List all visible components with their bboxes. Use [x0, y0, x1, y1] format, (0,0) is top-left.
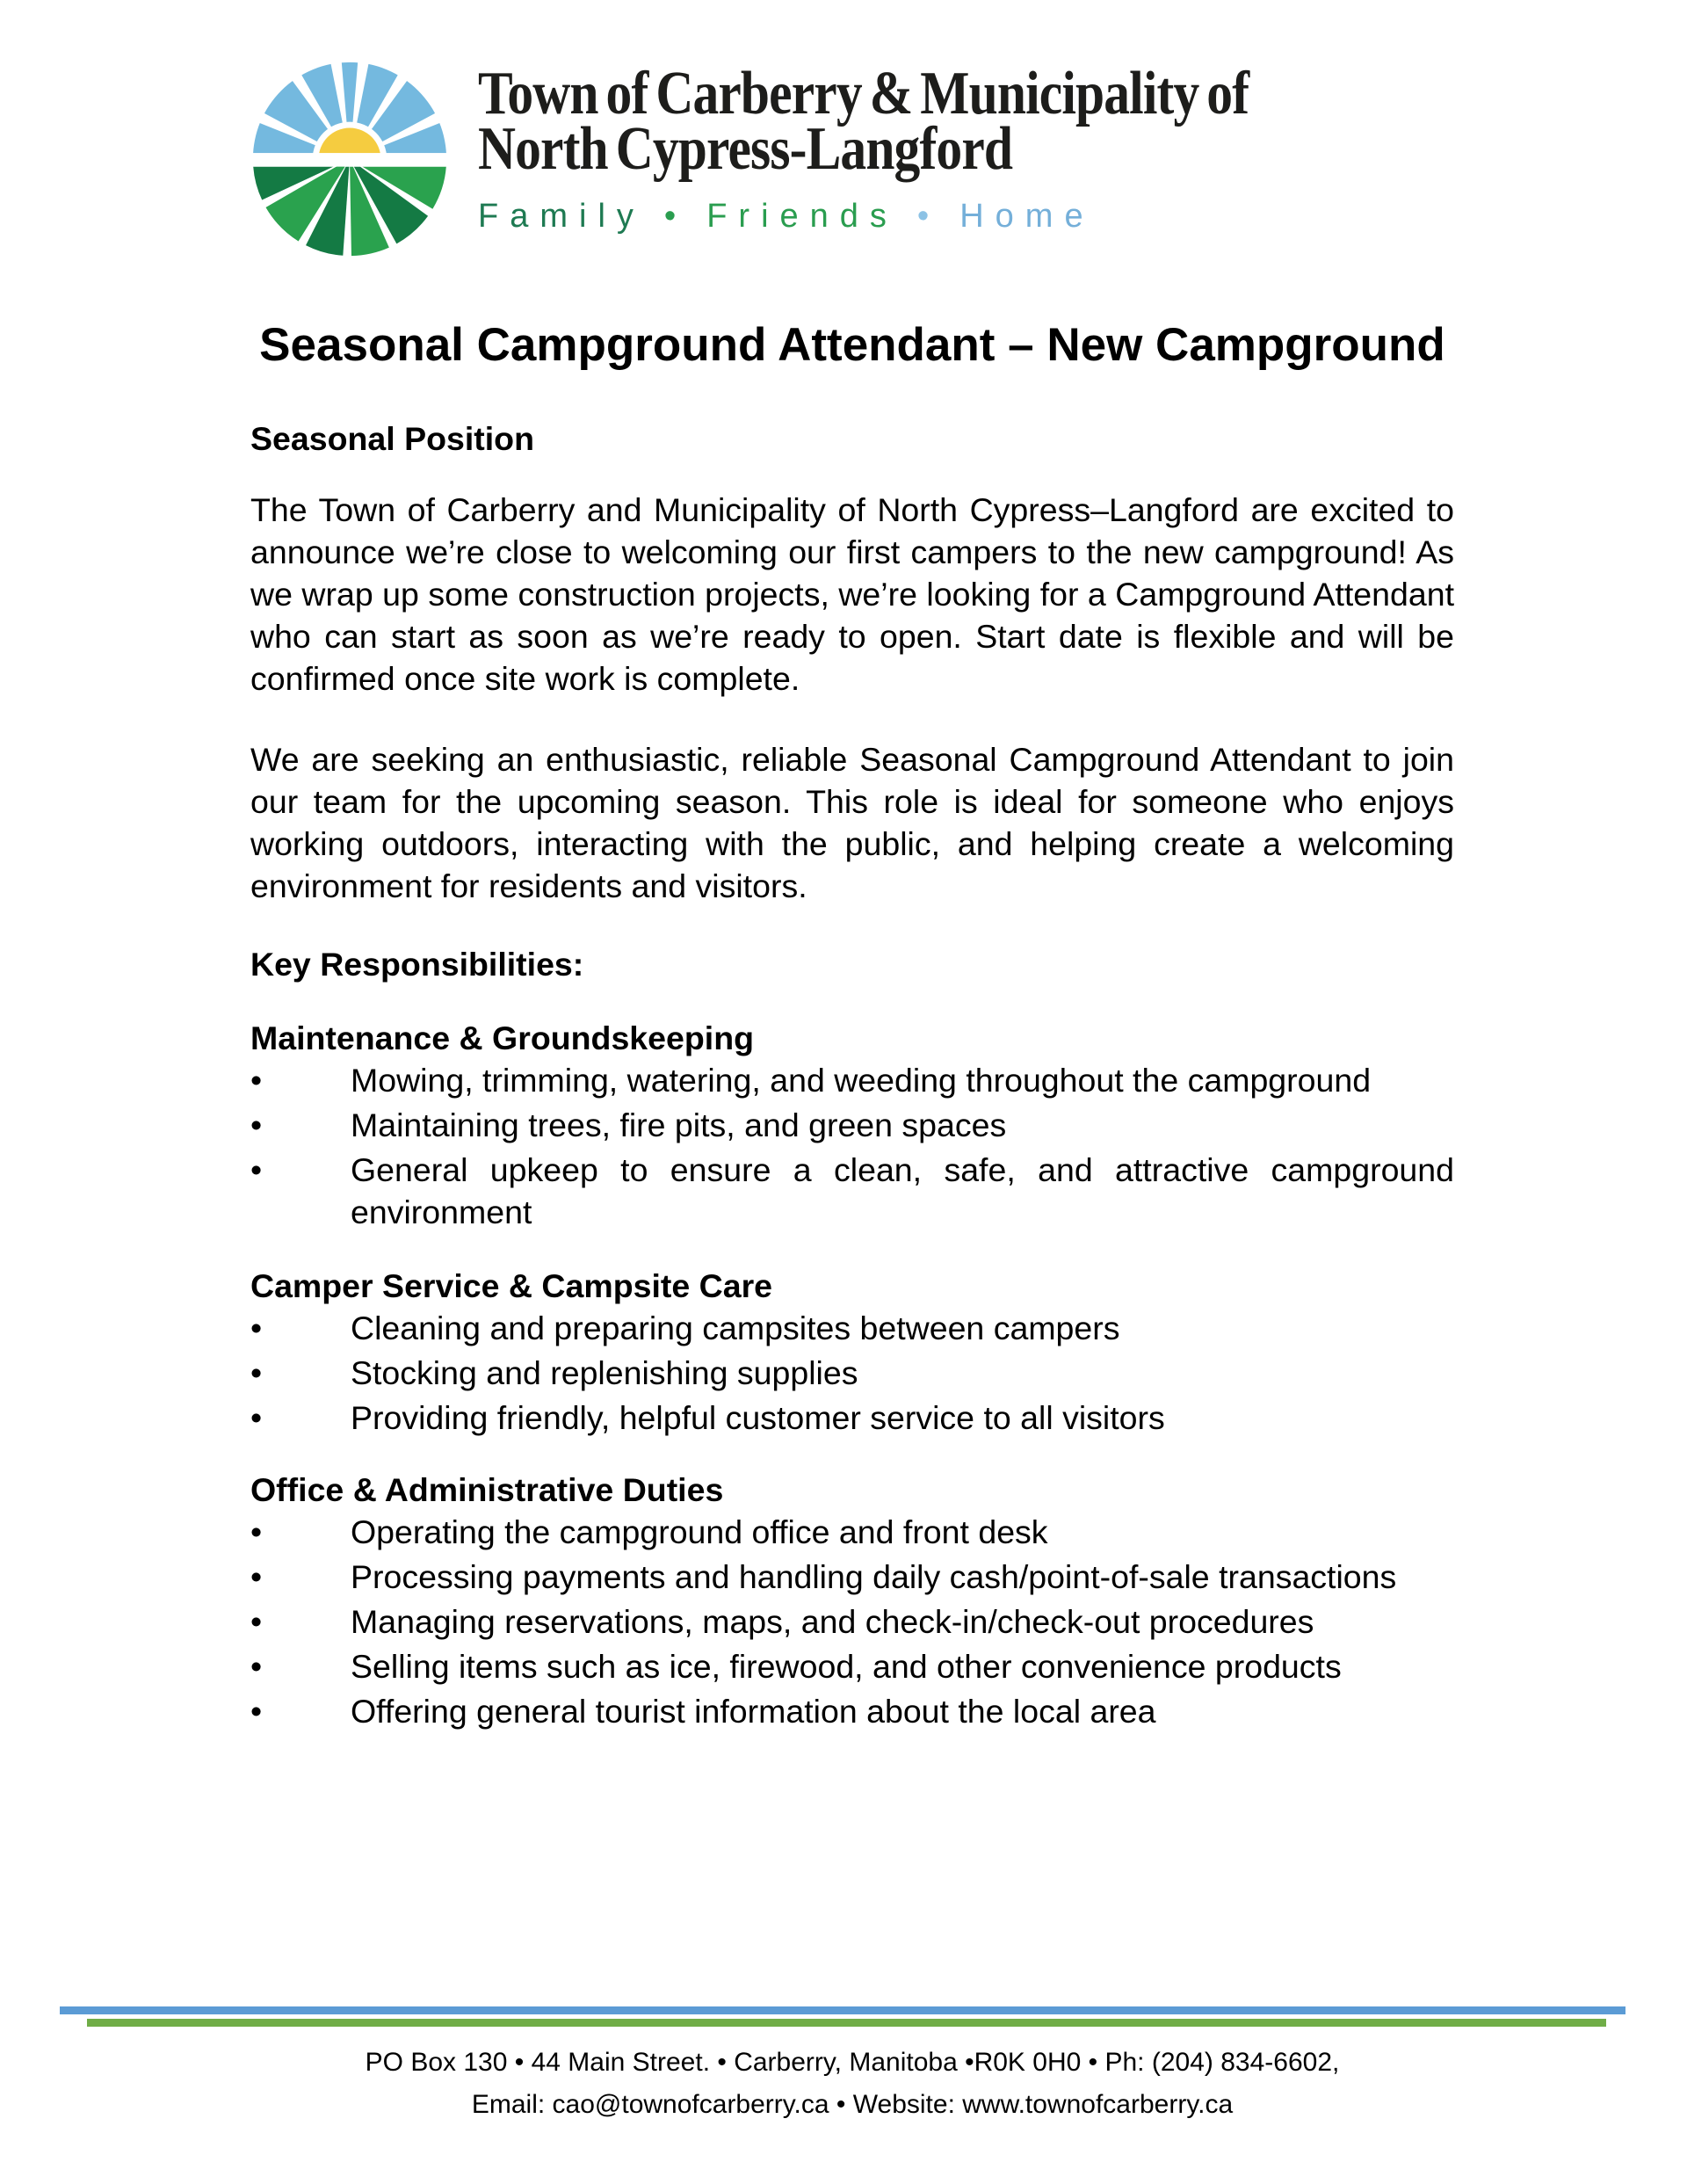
list-item: • Mowing, trimming, watering, and weeding throughout the campground [250, 1059, 1454, 1101]
list-item: • Maintaining trees, fire pits, and green spaces [250, 1104, 1454, 1146]
footer-address-line: PO Box 130 • 44 Main Street. • Carberry, Manitoba •R0K 0H0 • Ph: (204) 834-6602, [365, 2048, 1340, 2077]
tagline-dot-1: • [663, 198, 688, 235]
org-name-line2: North Cypress-Langford [478, 115, 1013, 183]
list-item: • Operating the campground office and front desk [250, 1511, 1454, 1553]
list-item: • Offering general tourist information about the local area [250, 1690, 1454, 1732]
maintenance-bullet-list [250, 1059, 1454, 1233]
brand-lockup [246, 53, 1385, 260]
heading-office-admin: Office & Administrative Duties [250, 1471, 724, 1508]
list-item: • Selling items such as ice, firewood, and other convenience products [250, 1645, 1454, 1687]
document-content [250, 318, 1454, 1735]
list-item: • General upkeep to ensure a clean, safe, and attractive campground environment [250, 1149, 1454, 1233]
intro-paragraph-2: We are seeking an enthusiastic, reliable Seasonal Campground Attendant to join our team for the upcoming season. This role is ideal for someone who enjoys working outdoors, interacting with the public, and helping create a welcoming environment for residents and visitors. [250, 741, 1454, 904]
heading-key-responsibilities: Key Responsibilities: [250, 946, 584, 983]
org-name [478, 60, 1249, 183]
footer [250, 2042, 1454, 2126]
footer-contact-line: Email: cao@townofcarberry.ca • Website: www.townofcarberry.ca [471, 2090, 1234, 2119]
list-item: • Providing friendly, helpful customer service to all visitors [250, 1397, 1454, 1439]
list-item: • Cleaning and preparing campsites between campers [250, 1307, 1454, 1349]
tagline-dot-2: • [916, 198, 941, 235]
sun-over-fields-icon [246, 53, 453, 260]
intro-paragraph-1: The Town of Carberry and Municipality of North Cypress–Langford are excited to announce we’re close to welcoming our first campers to the new campground! As we wrap up some construction projects, we’re looking for a Campground Attendant who can start as soon as we’re ready to open. Start date is flexible and will be confirmed once site work is complete. [250, 491, 1454, 697]
brand-tagline [478, 199, 1385, 234]
list-item: • Managing reservations, maps, and check-in/check-out procedures [250, 1600, 1454, 1643]
list-item: • Stocking and replenishing supplies [250, 1352, 1454, 1394]
footer-rule-blue [60, 2006, 1625, 2014]
brand-text [478, 53, 1385, 260]
org-name-line1: Town of Carberry & Municipality of [478, 60, 1249, 127]
page-title: Seasonal Campground Attendant – New Campground [259, 319, 1445, 371]
footer-rule-green [87, 2019, 1606, 2027]
heading-camper-service: Camper Service & Campsite Care [250, 1267, 773, 1304]
tagline-word-family: Family [478, 198, 645, 235]
tagline-word-friends: Friends [706, 198, 898, 235]
tagline-word-home: Home [959, 198, 1095, 235]
office-admin-bullet-list [250, 1511, 1454, 1732]
heading-maintenance-groundskeeping: Maintenance & Groundskeeping [250, 1019, 755, 1056]
camper-service-bullet-list [250, 1307, 1454, 1439]
heading-seasonal-position: Seasonal Position [250, 420, 534, 457]
list-item: • Processing payments and handling daily cash/point-of-sale transactions [250, 1556, 1454, 1598]
